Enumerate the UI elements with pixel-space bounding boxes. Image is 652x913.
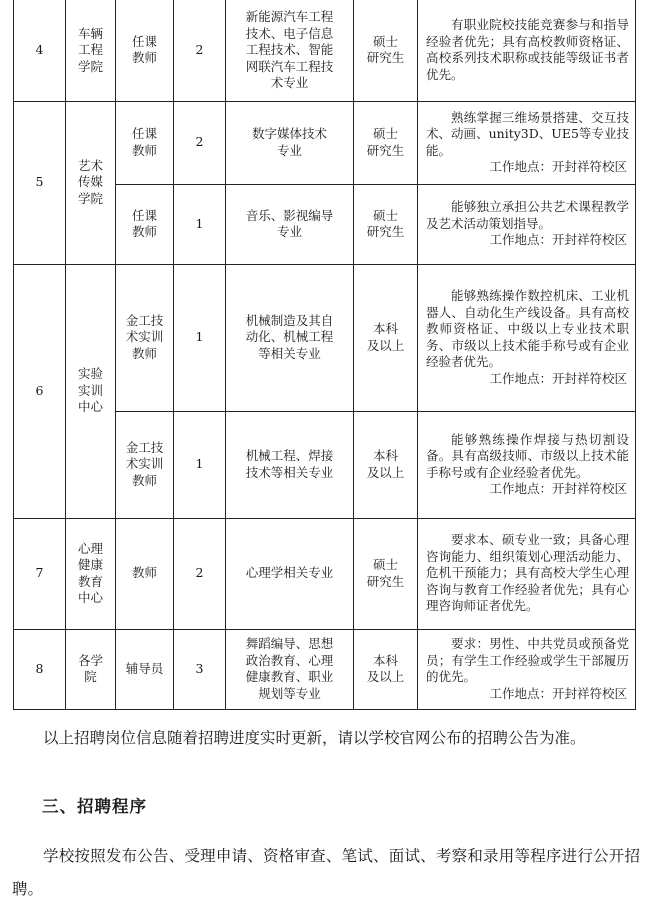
department-cell: 各学 院 [66,629,116,709]
department-cell: 实验 实训 中心 [66,264,116,518]
position-cell: 辅导员 [116,629,174,709]
row-number: 6 [14,264,66,518]
update-notice: 以上招聘岗位信息随着招聘进度实时更新，请以学校官网公布的招聘公告为准。 [43,729,586,747]
major-cell: 舞蹈编导、思想 政治教育、心理 健康教育、职业 规划等专业 [226,629,354,709]
position-cell: 金工技 术实训 教师 [116,264,174,411]
major-cell: 数字媒体技术 专业 [226,101,354,184]
education-cell: 硕士 研究生 [354,518,418,629]
education-cell: 硕士 研究生 [354,0,418,101]
work-location: 工作地点：开封祥符校区 [489,232,627,248]
row-number: 7 [14,518,66,629]
major-cell: 机械制造及其自 动化、机械工程 等相关专业 [226,264,354,411]
requirements-text: 有职业院校技能竞赛参与和指导经验者优先；具有高校教师资格证、高校系列技术职称或技能等级证书者优先。 [426,17,629,82]
requirements-cell [418,629,636,709]
procedure-paragraph: 学校按照发布公告、受理申请、资格审查、笔试、面试、考察和录用等程序进行公开招聘。 [12,847,640,898]
requirements-text: 熟练掌握三维场景搭建、交互技术、动画、unity3D、UE5等专业技能。 [426,109,629,158]
work-location: 工作地点：开封祥符校区 [489,159,627,174]
position-cell: 任课 教师 [116,0,174,101]
work-location: 工作地点：开封祥符校区 [489,370,627,386]
requirements-cell [418,0,636,101]
education-cell: 硕士 研究生 [354,184,418,264]
position-cell: 金工技 术实训 教师 [116,411,174,518]
department-cell: 艺术 传媒 学院 [66,101,116,264]
table-row [14,518,636,629]
work-location: 工作地点：开封祥符校区 [489,685,627,701]
headcount-cell: 2 [174,0,226,101]
position-cell: 教师 [116,518,174,629]
recruitment-table [13,0,636,710]
table-row [14,629,636,709]
education-cell: 本科 及以上 [354,411,418,518]
position-cell: 任课 教师 [116,184,174,264]
education-cell: 本科 及以上 [354,264,418,411]
requirements-cell [418,518,636,629]
department-cell: 心理 健康 教育 中心 [66,518,116,629]
table-row [14,0,636,101]
requirements-text: 能够熟练操作焊接与热切割设备。具有高级技师、市级以上技术能手称号或有企业经验者优先。 [426,431,629,480]
education-cell: 本科 及以上 [354,629,418,709]
headcount-cell: 1 [174,411,226,518]
requirements-text: 能够独立承担公共艺术课程教学及艺术活动策划指导。 [426,199,629,231]
row-number: 8 [14,629,66,709]
headcount-cell: 2 [174,518,226,629]
row-number: 5 [14,101,66,264]
requirements-text: 要求本、硕专业一致；具备心理咨询能力、组织策划心理活动能力、危机干预能力；具有高校大学生心理咨询与教育工作经验者优先；具有心理咨询师证者优先。 [426,532,629,614]
requirements-cell [418,411,636,518]
major-cell: 音乐、影视编导 专业 [226,184,354,264]
headcount-cell: 2 [174,101,226,184]
headcount-cell: 1 [174,184,226,264]
row-number: 4 [14,0,66,101]
table-row [14,101,636,184]
requirements-text: 要求：男性、中共党员或预备党员；有学生工作经验或学生干部履历的优先。 [426,636,629,684]
headcount-cell: 1 [174,264,226,411]
position-cell: 任课 教师 [116,101,174,184]
headcount-cell: 3 [174,629,226,709]
major-cell: 新能源汽车工程 技术、电子信息 工程技术、智能 网联汽车工程技 术专业 [226,0,354,101]
requirements-text: 能够熟练操作数控机床、工业机器人、自动化生产线设备。具有高校教师资格证、中级以上专业技术职务、市级以上技术能手称号或有企业经验者优先。 [426,288,629,369]
section-heading: 三、招聘程序 [42,797,147,816]
requirements-cell [418,264,636,411]
requirements-cell [418,101,636,184]
table-row [14,264,636,411]
major-cell: 心理学相关专业 [226,518,354,629]
major-cell: 机械工程、焊接 技术等相关专业 [226,411,354,518]
department-cell: 车辆 工程 学院 [66,0,116,101]
work-location: 工作地点：开封祥符校区 [489,481,627,496]
requirements-cell [418,184,636,264]
education-cell: 硕士 研究生 [354,101,418,184]
